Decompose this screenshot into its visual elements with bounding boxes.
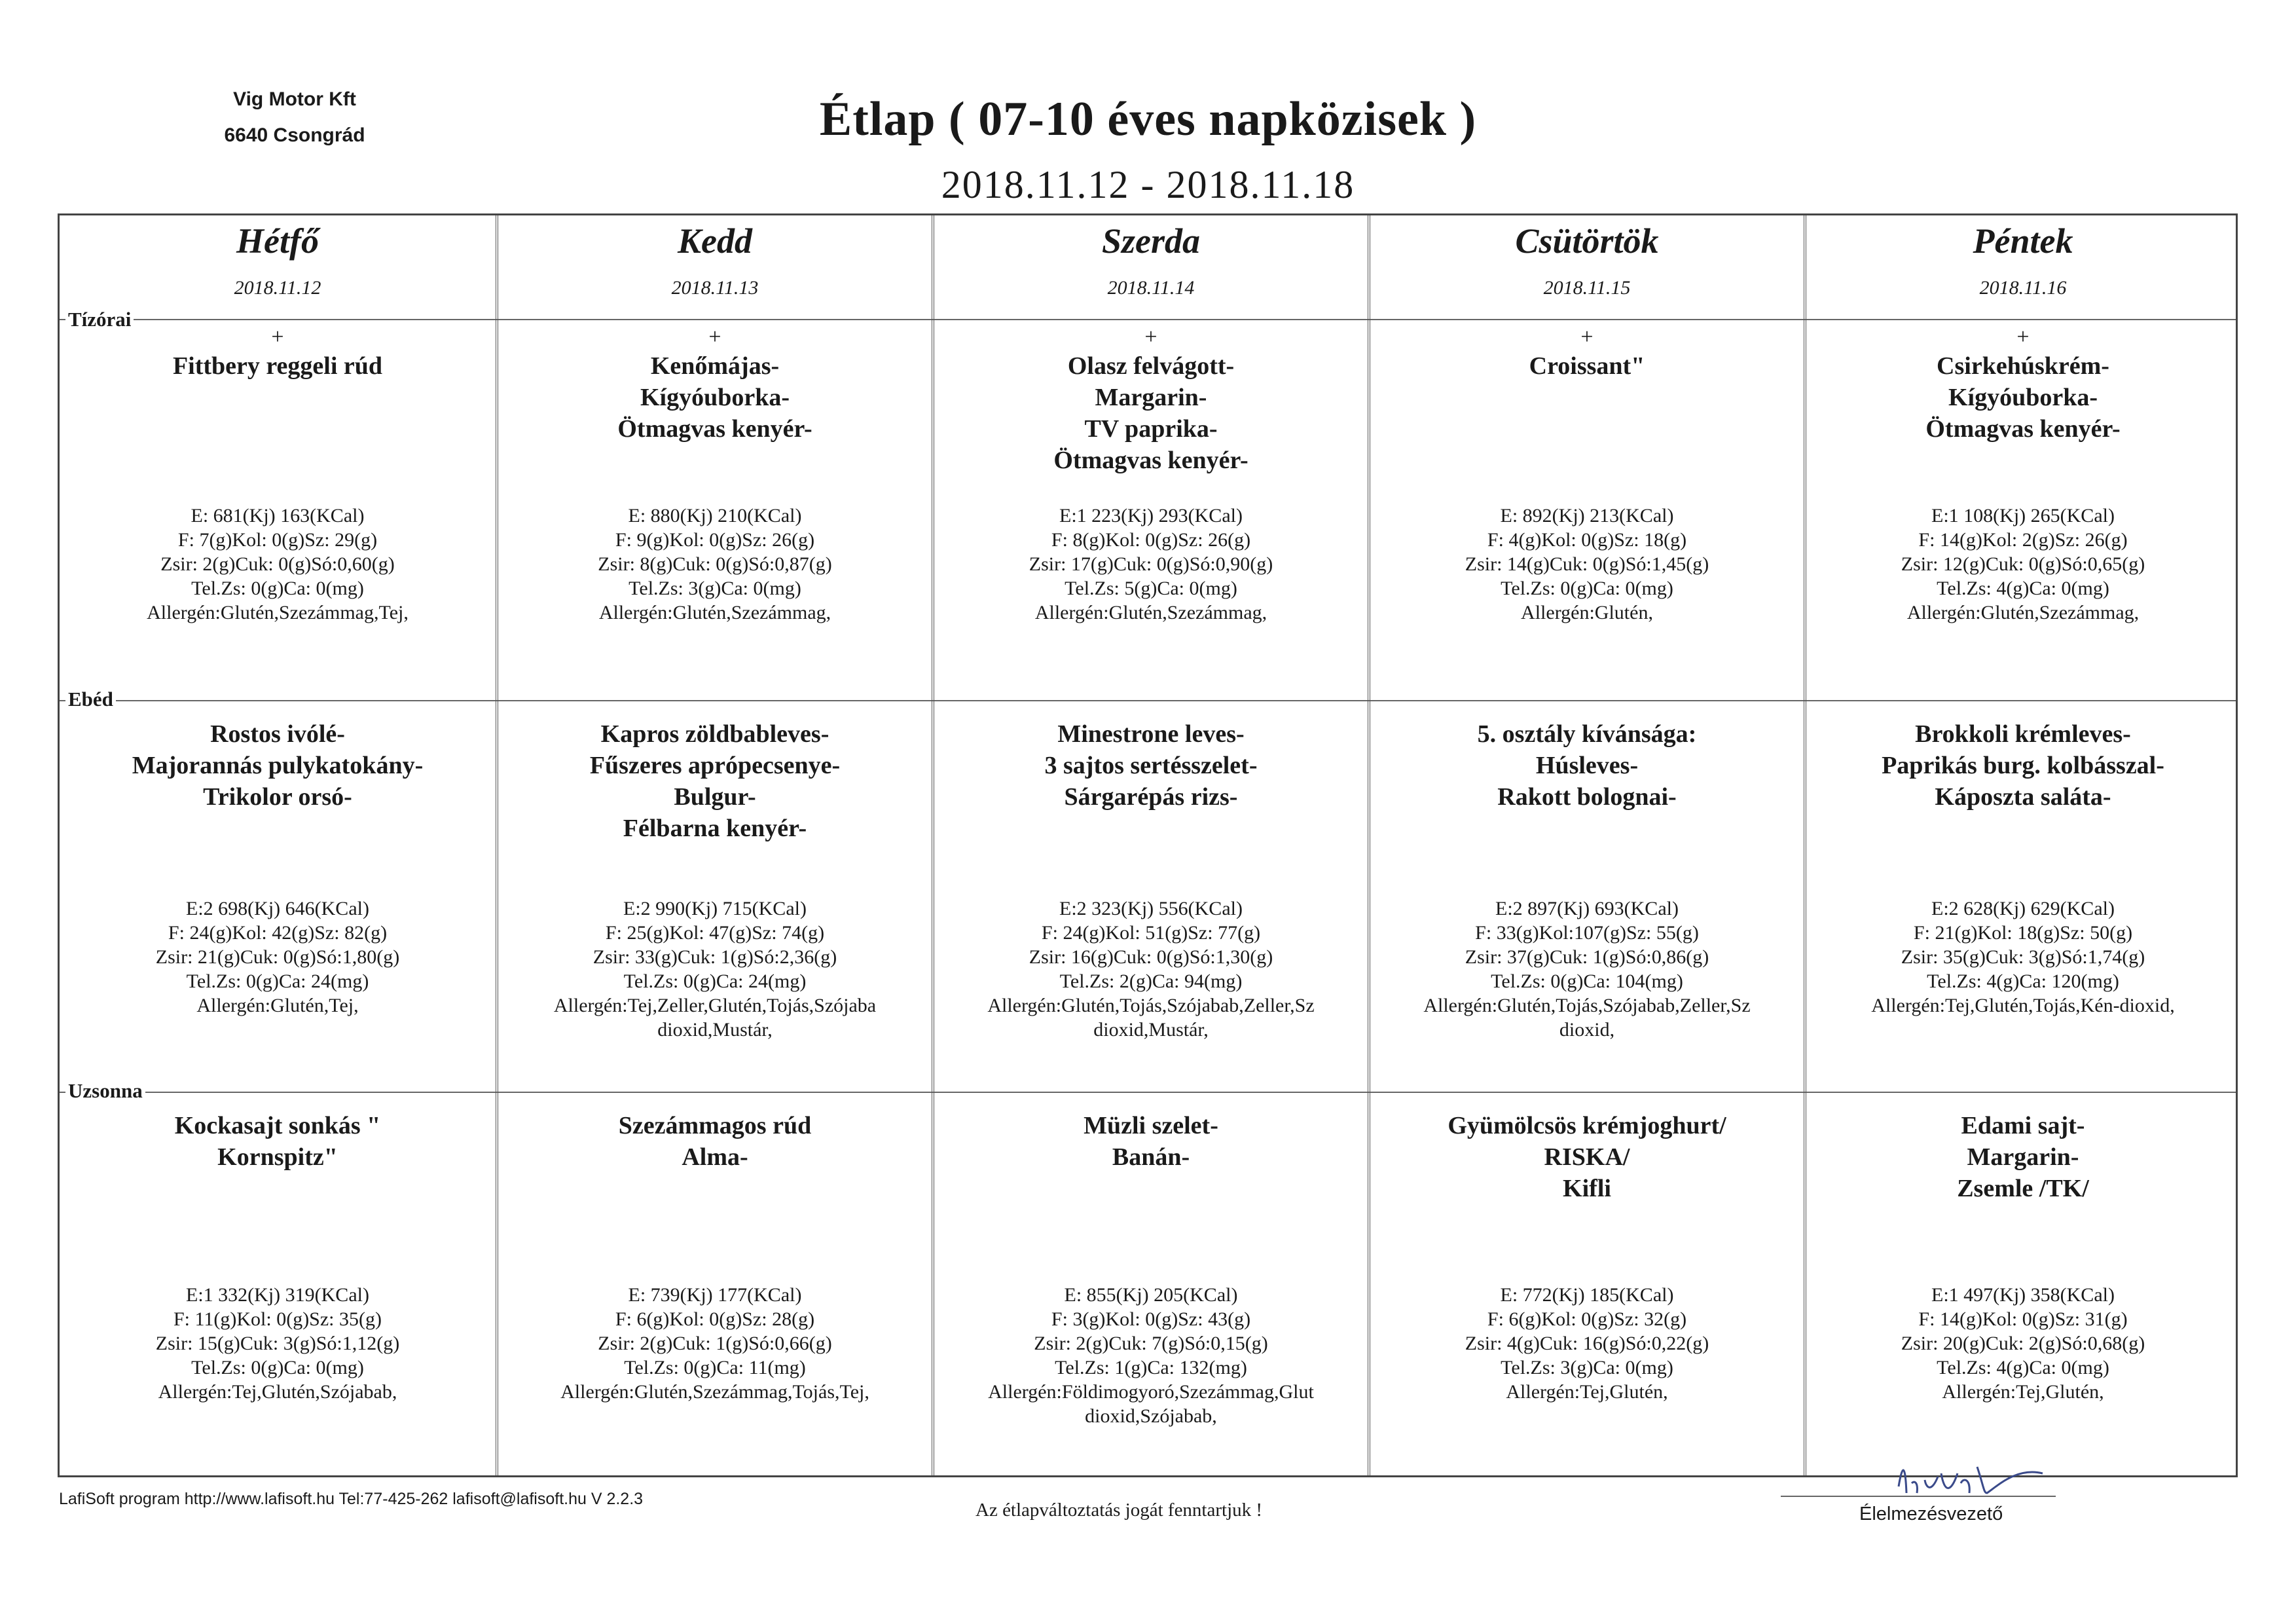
nutrition-line: dioxid,Szójabab, bbox=[1085, 1405, 1217, 1427]
nutrition-line: E:2 897(Kj) 693(KCal) bbox=[1495, 898, 1679, 919]
section-label-afternoon: Uzsonna bbox=[65, 1079, 145, 1103]
dish-line: Alma- bbox=[682, 1143, 748, 1171]
nutrition-line: Tel.Zs: 4(g)Ca: 0(mg) bbox=[1937, 578, 2109, 599]
nutrition-line: Zsir: 17(g)Cuk: 0(g)Só:0,90(g) bbox=[1029, 553, 1273, 575]
nutrition-line: Allergén:Glutén,Tej, bbox=[196, 995, 359, 1016]
nutrition-line: Allergén:Glutén,Szezámmag, bbox=[1906, 602, 2140, 623]
nutrition-line: E: 739(Kj) 177(KCal) bbox=[628, 1284, 802, 1306]
dish-line: Szezámmagos rúd bbox=[618, 1112, 812, 1139]
nutrition-line: Zsir: 35(g)Cuk: 3(g)Só:1,74(g) bbox=[1901, 946, 2145, 968]
dish-line: Félbarna kenyér- bbox=[623, 815, 807, 842]
dish-line: Kockasajt sonkás " bbox=[174, 1112, 381, 1139]
meal-cell-lunch bbox=[60, 705, 496, 813]
nutrition-info bbox=[934, 896, 1368, 1042]
nutrition-line: Zsir: 2(g)Cuk: 0(g)Só:0,60(g) bbox=[160, 553, 395, 575]
nutrition-info bbox=[498, 1283, 932, 1404]
dish-line: Margarin- bbox=[1095, 384, 1207, 411]
dish-line: 5. osztály kívánsága: bbox=[1477, 720, 1697, 748]
nutrition-line: E:1 497(Kj) 358(KCal) bbox=[1931, 1284, 2115, 1306]
nutrition-line: Zsir: 37(g)Cuk: 1(g)Só:0,86(g) bbox=[1465, 946, 1709, 968]
nutrition-line: Allergén:Glutén, bbox=[1521, 602, 1653, 623]
company-address: 6640 Csongrád bbox=[224, 124, 365, 146]
nutrition-line: F: 14(g)Kol: 2(g)Sz: 26(g) bbox=[1918, 529, 2128, 551]
dish-line: Fűszeres aprópecsenye- bbox=[589, 752, 841, 779]
nutrition-line: F: 24(g)Kol: 51(g)Sz: 77(g) bbox=[1041, 922, 1261, 944]
signature-image bbox=[1886, 1447, 2082, 1506]
nutrition-line: E:2 323(Kj) 556(KCal) bbox=[1059, 898, 1243, 919]
nutrition-line: Allergén:Glutén,Szezámmag, bbox=[1034, 602, 1267, 623]
nutrition-line: Tel.Zs: 0(g)Ca: 24(mg) bbox=[623, 970, 807, 992]
meal-cell-afternoon bbox=[934, 1097, 1368, 1173]
nutrition-line: E: 892(Kj) 213(KCal) bbox=[1500, 505, 1674, 526]
page-title: Étlap ( 07-10 éves napközisek ) bbox=[819, 92, 1477, 146]
meal-cell-afternoon bbox=[1806, 1097, 2240, 1204]
nutrition-info bbox=[1370, 504, 1804, 625]
day-date: 2018.11.12 bbox=[234, 277, 321, 299]
dish-line: Olasz felvágott- bbox=[1067, 352, 1235, 380]
nutrition-line: Allergén:Glutén,Tojás,Szójabab,Zeller,Sz bbox=[1423, 995, 1751, 1016]
nutrition-line: Zsir: 2(g)Cuk: 1(g)Só:0,66(g) bbox=[598, 1333, 832, 1354]
nutrition-line: Zsir: 14(g)Cuk: 0(g)Só:1,45(g) bbox=[1465, 553, 1709, 575]
nutrition-line: Tel.Zs: 0(g)Ca: 11(mg) bbox=[624, 1357, 806, 1378]
nutrition-line: E: 855(Kj) 205(KCal) bbox=[1064, 1284, 1238, 1306]
day-column bbox=[932, 215, 1368, 1475]
nutrition-line: Tel.Zs: 3(g)Ca: 0(mg) bbox=[629, 578, 801, 599]
dish-line: Kenőmájas- bbox=[650, 352, 780, 380]
dish-line: Kornspitz" bbox=[217, 1143, 338, 1171]
dish-line: Banán- bbox=[1112, 1143, 1190, 1171]
nutrition-line: Tel.Zs: 2(g)Ca: 94(mg) bbox=[1059, 970, 1243, 992]
nutrition-line: E:2 628(Kj) 629(KCal) bbox=[1931, 898, 2115, 919]
nutrition-line: Zsir: 2(g)Cuk: 7(g)Só:0,15(g) bbox=[1034, 1333, 1268, 1354]
nutrition-line: Tel.Zs: 4(g)Ca: 0(mg) bbox=[1937, 1357, 2109, 1378]
dish-line: Húsleves- bbox=[1535, 752, 1639, 779]
dish-line: Minestrone leves- bbox=[1057, 720, 1245, 748]
nutrition-line: Zsir: 15(g)Cuk: 3(g)Só:1,12(g) bbox=[155, 1333, 400, 1354]
nutrition-line: F: 24(g)Kol: 42(g)Sz: 82(g) bbox=[168, 922, 388, 944]
nutrition-line: Tel.Zs: 4(g)Ca: 120(mg) bbox=[1927, 970, 2119, 992]
nutrition-info bbox=[1370, 1283, 1804, 1404]
day-column bbox=[1368, 215, 1804, 1475]
day-date: 2018.11.14 bbox=[1107, 277, 1195, 299]
dish-line: Csirkehúskrém- bbox=[1937, 352, 2109, 380]
nutrition-line: Tel.Zs: 0(g)Ca: 0(mg) bbox=[1501, 578, 1673, 599]
nutrition-info bbox=[1370, 896, 1804, 1042]
dish-line: Kígyóuborka- bbox=[640, 384, 790, 411]
meal-cell-morning bbox=[1806, 324, 2240, 445]
nutrition-line: dioxid,Mustár, bbox=[1093, 1019, 1209, 1041]
meal-cell-morning bbox=[1370, 324, 1804, 382]
nutrition-line: E:1 108(Kj) 265(KCal) bbox=[1931, 505, 2115, 526]
plus-marker: + bbox=[271, 325, 284, 349]
dish-line: Ötmagvas kenyér- bbox=[617, 415, 812, 443]
section-label-morning: Tízórai bbox=[65, 308, 134, 331]
dish-line: Fittbery reggeli rúd bbox=[172, 352, 383, 380]
nutrition-line: Tel.Zs: 3(g)Ca: 0(mg) bbox=[1501, 1357, 1673, 1378]
dish-line: Kígyóuborka- bbox=[1948, 384, 2098, 411]
nutrition-line: Allergén:Tej,Glutén, bbox=[1942, 1381, 2104, 1403]
nutrition-line: E: 772(Kj) 185(KCal) bbox=[1500, 1284, 1674, 1306]
meal-cell-lunch bbox=[1370, 705, 1804, 813]
plus-marker: + bbox=[1144, 325, 1157, 349]
meal-cell-afternoon bbox=[60, 1097, 496, 1173]
nutrition-info bbox=[1806, 1283, 2240, 1404]
day-date: 2018.11.13 bbox=[671, 277, 759, 299]
signature-label: Élelmezésvezető bbox=[1859, 1504, 2003, 1524]
nutrition-line: F: 25(g)Kol: 47(g)Sz: 74(g) bbox=[605, 922, 825, 944]
nutrition-info bbox=[60, 896, 496, 1018]
nutrition-line: F: 6(g)Kol: 0(g)Sz: 28(g) bbox=[615, 1308, 815, 1330]
meal-cell-afternoon bbox=[1370, 1097, 1804, 1204]
dish-line: RISKA/ bbox=[1544, 1143, 1630, 1171]
nutrition-line: F: 33(g)Kol:107(g)Sz: 55(g) bbox=[1475, 922, 1699, 944]
meal-cell-morning bbox=[60, 324, 496, 382]
nutrition-line: Zsir: 16(g)Cuk: 0(g)Só:1,30(g) bbox=[1029, 946, 1273, 968]
date-range: 2018.11.12 - 2018.11.18 bbox=[941, 163, 1355, 206]
day-name: Péntek bbox=[1973, 221, 2073, 261]
nutrition-line: F: 11(g)Kol: 0(g)Sz: 35(g) bbox=[173, 1308, 382, 1330]
dish-line: Ötmagvas kenyér- bbox=[1925, 415, 2121, 443]
dish-line: TV paprika- bbox=[1084, 415, 1218, 443]
nutrition-line: Tel.Zs: 0(g)Ca: 0(mg) bbox=[191, 1357, 364, 1378]
meal-cell-morning bbox=[934, 324, 1368, 476]
dish-line: Margarin- bbox=[1967, 1143, 2079, 1171]
nutrition-line: Tel.Zs: 0(g)Ca: 0(mg) bbox=[191, 578, 364, 599]
nutrition-line: F: 9(g)Kol: 0(g)Sz: 26(g) bbox=[615, 529, 815, 551]
nutrition-info bbox=[498, 896, 932, 1042]
nutrition-line: Tel.Zs: 0(g)Ca: 24(mg) bbox=[186, 970, 369, 992]
nutrition-info bbox=[1806, 896, 2240, 1018]
dish-line: Brokkoli krémleves- bbox=[1915, 720, 2131, 748]
day-name: Csütörtök bbox=[1515, 221, 1659, 261]
day-column bbox=[1804, 215, 2240, 1475]
nutrition-line: F: 8(g)Kol: 0(g)Sz: 26(g) bbox=[1051, 529, 1251, 551]
dish-line: Gyümölcsös krémjoghurt/ bbox=[1448, 1112, 1726, 1139]
nutrition-line: Zsir: 21(g)Cuk: 0(g)Só:1,80(g) bbox=[155, 946, 400, 968]
dish-line: Trikolor orsó- bbox=[203, 783, 352, 811]
dish-line: Rostos ivólé- bbox=[210, 720, 345, 748]
nutrition-line: dioxid,Mustár, bbox=[657, 1019, 773, 1041]
nutrition-line: Allergén:Tej,Glutén,Tojás,Kén-dioxid, bbox=[1871, 995, 2175, 1016]
nutrition-line: dioxid, bbox=[1559, 1019, 1615, 1041]
dish-line: Zsemle /TK/ bbox=[1957, 1175, 2089, 1202]
disclaimer: Az étlapváltoztatás jogát fenntartjuk ! bbox=[975, 1500, 1263, 1521]
dish-line: Edami sajt- bbox=[1961, 1112, 2085, 1139]
nutrition-line: E:1 332(Kj) 319(KCal) bbox=[186, 1284, 369, 1306]
nutrition-line: Tel.Zs: 5(g)Ca: 0(mg) bbox=[1065, 578, 1237, 599]
nutrition-line: Zsir: 12(g)Cuk: 0(g)Só:0,65(g) bbox=[1901, 553, 2145, 575]
dish-line: Ötmagvas kenyér- bbox=[1053, 447, 1248, 474]
dish-line: Paprikás burg. kolbásszal- bbox=[1882, 752, 2164, 779]
nutrition-line: Allergén:Tej,Glutén, bbox=[1506, 1381, 1668, 1403]
day-name: Hétfő bbox=[236, 221, 319, 261]
section-label-lunch: Ebéd bbox=[65, 688, 116, 711]
nutrition-line: Zsir: 4(g)Cuk: 16(g)Só:0,22(g) bbox=[1465, 1333, 1709, 1354]
nutrition-line: Zsir: 33(g)Cuk: 1(g)Só:2,36(g) bbox=[592, 946, 837, 968]
nutrition-line: Allergén:Glutén,Szezámmag,Tojás,Tej, bbox=[560, 1381, 869, 1403]
nutrition-line: E:2 698(Kj) 646(KCal) bbox=[186, 898, 369, 919]
dish-line: Sárgarépás rizs- bbox=[1064, 783, 1238, 811]
meal-cell-lunch bbox=[1806, 705, 2240, 813]
menu-table bbox=[58, 213, 2238, 1477]
dish-line: Bulgur- bbox=[674, 783, 756, 811]
nutrition-line: F: 4(g)Kol: 0(g)Sz: 18(g) bbox=[1487, 529, 1687, 551]
program-info: LafiSoft program http://www.lafisoft.hu Tel:77-425-262 lafisoft@lafisoft.hu V 2.2.3 bbox=[59, 1490, 644, 1508]
nutrition-line: Zsir: 20(g)Cuk: 2(g)Só:0,68(g) bbox=[1901, 1333, 2145, 1354]
day-column bbox=[60, 215, 496, 1475]
day-date: 2018.11.15 bbox=[1543, 277, 1631, 299]
nutrition-line: F: 3(g)Kol: 0(g)Sz: 43(g) bbox=[1051, 1308, 1251, 1330]
nutrition-line: Allergén:Földimogyoró,Szezámmag,Glut bbox=[988, 1381, 1314, 1403]
day-column bbox=[496, 215, 932, 1475]
nutrition-info bbox=[1806, 504, 2240, 625]
company-name: Vig Motor Kft bbox=[233, 88, 356, 110]
nutrition-info bbox=[498, 504, 932, 625]
day-name: Kedd bbox=[678, 221, 752, 261]
plus-marker: + bbox=[708, 325, 721, 349]
dish-line: Croissant" bbox=[1529, 352, 1645, 380]
dish-line: Kapros zöldbableves- bbox=[600, 720, 829, 748]
nutrition-line: Allergén:Glutén,Szezámmag,Tej, bbox=[147, 602, 409, 623]
nutrition-info bbox=[934, 504, 1368, 625]
nutrition-line: F: 7(g)Kol: 0(g)Sz: 29(g) bbox=[177, 529, 378, 551]
dish-line: 3 sajtos sertésszelet- bbox=[1044, 752, 1258, 779]
nutrition-line: F: 14(g)Kol: 0(g)Sz: 31(g) bbox=[1918, 1308, 2128, 1330]
plus-marker: + bbox=[2016, 325, 2030, 349]
dish-line: Káposzta saláta- bbox=[1935, 783, 2111, 811]
nutrition-info bbox=[60, 1283, 496, 1404]
nutrition-info bbox=[60, 504, 496, 625]
meal-cell-lunch bbox=[498, 705, 932, 844]
nutrition-line: Allergén:Tej,Glutén,Szójabab, bbox=[158, 1381, 397, 1403]
meal-cell-afternoon bbox=[498, 1097, 932, 1173]
nutrition-line: F: 6(g)Kol: 0(g)Sz: 32(g) bbox=[1487, 1308, 1687, 1330]
nutrition-line: F: 21(g)Kol: 18(g)Sz: 50(g) bbox=[1913, 922, 2133, 944]
dish-line: Rakott bolognai- bbox=[1497, 783, 1677, 811]
meal-cell-morning bbox=[498, 324, 932, 445]
nutrition-line: E: 880(Kj) 210(KCal) bbox=[628, 505, 802, 526]
nutrition-info bbox=[934, 1283, 1368, 1428]
dish-line: Majorannás pulykatokány- bbox=[132, 752, 424, 779]
nutrition-line: Zsir: 8(g)Cuk: 0(g)Só:0,87(g) bbox=[598, 553, 832, 575]
nutrition-line: Tel.Zs: 1(g)Ca: 132(mg) bbox=[1055, 1357, 1247, 1378]
nutrition-line: E:1 223(Kj) 293(KCal) bbox=[1059, 505, 1243, 526]
dish-line: Müzli szelet- bbox=[1084, 1112, 1218, 1139]
plus-marker: + bbox=[1580, 325, 1594, 349]
nutrition-line: Allergén:Tej,Zeller,Glutén,Tojás,Szójaba bbox=[553, 995, 877, 1016]
nutrition-line: E: 681(Kj) 163(KCal) bbox=[191, 505, 365, 526]
nutrition-line: Allergén:Glutén,Tojás,Szójabab,Zeller,Sz bbox=[987, 995, 1315, 1016]
nutrition-line: E:2 990(Kj) 715(KCal) bbox=[623, 898, 807, 919]
day-name: Szerda bbox=[1101, 221, 1201, 261]
nutrition-line: Allergén:Glutén,Szezámmag, bbox=[598, 602, 831, 623]
day-date: 2018.11.16 bbox=[1979, 277, 2067, 299]
meal-cell-lunch bbox=[934, 705, 1368, 813]
nutrition-line: Tel.Zs: 0(g)Ca: 104(mg) bbox=[1491, 970, 1683, 992]
dish-line: Kifli bbox=[1563, 1175, 1611, 1202]
